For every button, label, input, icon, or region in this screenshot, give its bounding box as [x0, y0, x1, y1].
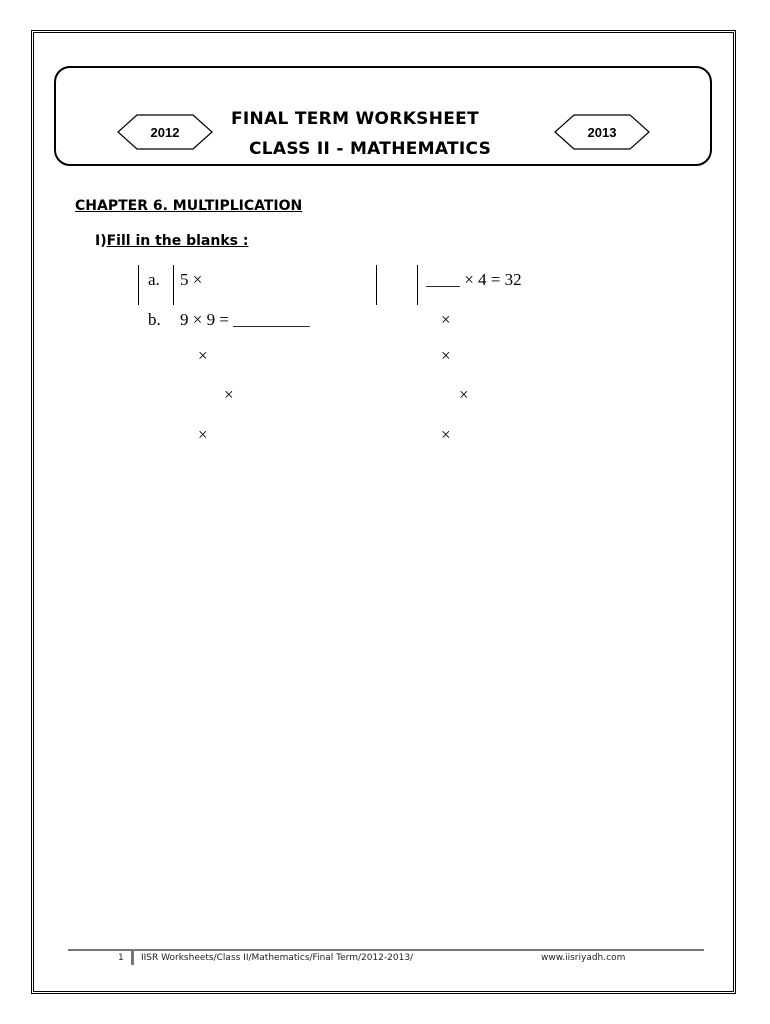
year-left: 2012	[150, 125, 180, 140]
item-a-text: 5 ×	[180, 270, 203, 289]
item-c-text: ×	[198, 346, 208, 365]
class-subject-title: CLASS II - MATHEMATICS	[249, 139, 492, 159]
worksheet-title: FINAL TERM WORKSHEET	[231, 109, 479, 129]
item-i-text: ×	[459, 385, 469, 404]
section-heading	[95, 233, 248, 249]
item-d-text: ×	[224, 385, 234, 404]
footer-page-number: 1	[118, 953, 124, 963]
footer-rule	[68, 949, 704, 951]
year-badge-left	[117, 114, 213, 150]
item-h-text: ×	[441, 346, 451, 365]
year-badge-right	[554, 114, 650, 150]
chapter-heading: CHAPTER 6. MULTIPLICATION	[75, 198, 303, 214]
item-g-text: ×	[441, 310, 451, 329]
item-e-text: ×	[198, 425, 208, 444]
column-divider	[417, 265, 418, 305]
column-divider	[173, 265, 174, 305]
item-j-text: ×	[441, 425, 451, 444]
footer-path: IISR Worksheets/Class II/Mathematics/Final Term/2012-2013/	[141, 953, 414, 963]
item-f-text: ____ × 4 = 32	[426, 270, 522, 289]
item-b-label: b.	[148, 310, 161, 329]
column-divider	[376, 265, 377, 305]
column-divider	[138, 265, 139, 305]
page-border	[31, 30, 736, 994]
footer-tick	[131, 951, 134, 965]
year-right: 2013	[587, 125, 617, 140]
section-prefix: I)	[95, 233, 107, 249]
item-a-label: a.	[148, 270, 160, 289]
section-title: Fill in the blanks :	[106, 233, 249, 249]
footer-website: www.iisriyadh.com	[541, 953, 626, 963]
item-b-text: 9 × 9 = _________	[180, 310, 310, 329]
